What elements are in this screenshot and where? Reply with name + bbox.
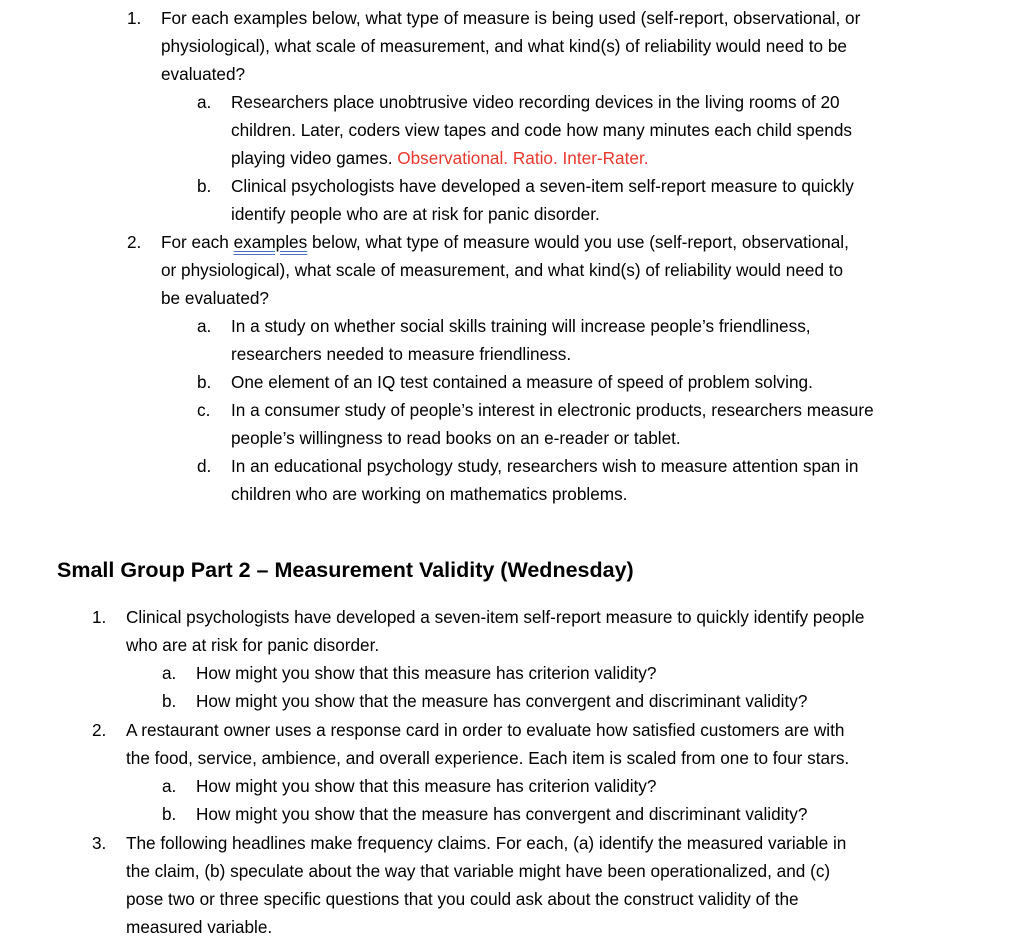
sub-item-text: One element of an IQ test contained a measure of speed of problem solving. <box>231 372 813 392</box>
sub-item-label: a. <box>162 663 177 683</box>
question-text: the claim, (b) speculate about the way that variable might have been operationalized, and (c) <box>126 861 831 881</box>
sub-item-label: d. <box>197 456 212 476</box>
sub-item-text: people’s willingness to read books on an e-reader or tablet. <box>231 428 681 448</box>
sub-item-text: identify people who are at risk for panic disorder. <box>231 204 600 224</box>
sub-item-text: In an educational psychology study, researchers wish to measure attention span in <box>231 456 859 476</box>
list-number: 1. <box>127 8 142 28</box>
sub-item-text: How might you show that the measure has convergent and discriminant validity? <box>196 691 808 711</box>
sub-item-label: c. <box>197 400 211 420</box>
sub-item-text: In a consumer study of people’s interest in electronic products, researchers measure <box>231 400 874 420</box>
sub-item-label: a. <box>197 92 212 112</box>
question-text: The following headlines make frequency claims. For each, (a) identify the measured variable in <box>126 833 847 853</box>
sub-item-text: playing video games. <box>231 148 393 168</box>
sub-item-text: Researchers place unobtrusive video recording devices in the living rooms of 20 <box>231 92 840 112</box>
question-text: For each examples below, what type of measure is being used (self-report, observational, or <box>161 8 861 28</box>
sub-item-line <box>231 144 649 172</box>
question-text: the food, service, ambience, and overall experience. Each item is scaled from one to four stars. <box>126 748 850 768</box>
question-line <box>161 228 849 256</box>
sub-item-label: a. <box>197 316 212 336</box>
question-text: physiological), what scale of measurement, and what kind(s) of reliability would need to be <box>161 36 847 56</box>
sub-item-text: How might you show that this measure has criterion validity? <box>196 776 657 796</box>
question-text: be evaluated? <box>161 288 269 308</box>
sub-item-label: b. <box>162 691 177 711</box>
question-text: who are at risk for panic disorder. <box>126 635 380 655</box>
list-number: 3. <box>92 833 107 853</box>
answer-text: Observational. Ratio. Inter-Rater. <box>397 148 649 168</box>
list-number: 1. <box>92 607 107 627</box>
question-text: or physiological), what scale of measurement, and what kind(s) of reliability would need to <box>161 260 844 280</box>
list-number: 2. <box>92 720 107 740</box>
question-text: For each <box>161 232 234 252</box>
section-heading: Small Group Part 2 – Measurement Validity (Wednesday) <box>57 558 634 582</box>
spellcheck-flagged-word[interactable]: examples <box>233 232 308 252</box>
question-text: A restaurant owner uses a response card in order to evaluate how satisfied customers are with <box>126 720 845 740</box>
question-text: evaluated? <box>161 64 246 84</box>
sub-item-text: Clinical psychologists have developed a seven-item self-report measure to quickly <box>231 176 854 196</box>
question-text: below, what type of measure would you use (self-report, observational, <box>307 232 849 252</box>
sub-item-label: a. <box>162 776 177 796</box>
sub-item-label: b. <box>197 372 212 392</box>
sub-item-text: children. Later, coders view tapes and code how many minutes each child spends <box>231 120 853 140</box>
sub-item-text: In a study on whether social skills training will increase people’s friendliness, <box>231 316 811 336</box>
question-text: Clinical psychologists have developed a seven-item self-report measure to quickly identify people <box>126 607 865 627</box>
sub-item-label: b. <box>197 176 212 196</box>
sub-item-label: b. <box>162 804 177 824</box>
sub-item-text: researchers needed to measure friendliness. <box>231 344 572 364</box>
sub-item-text: children who are working on mathematics problems. <box>231 484 628 504</box>
question-text: pose two or three specific questions that you could ask about the construct validity of the <box>126 889 799 909</box>
sub-item-text: How might you show that the measure has convergent and discriminant validity? <box>196 804 808 824</box>
sub-item-text: How might you show that this measure has criterion validity? <box>196 663 657 683</box>
list-number: 2. <box>127 232 142 252</box>
question-text: measured variable. <box>126 917 273 937</box>
